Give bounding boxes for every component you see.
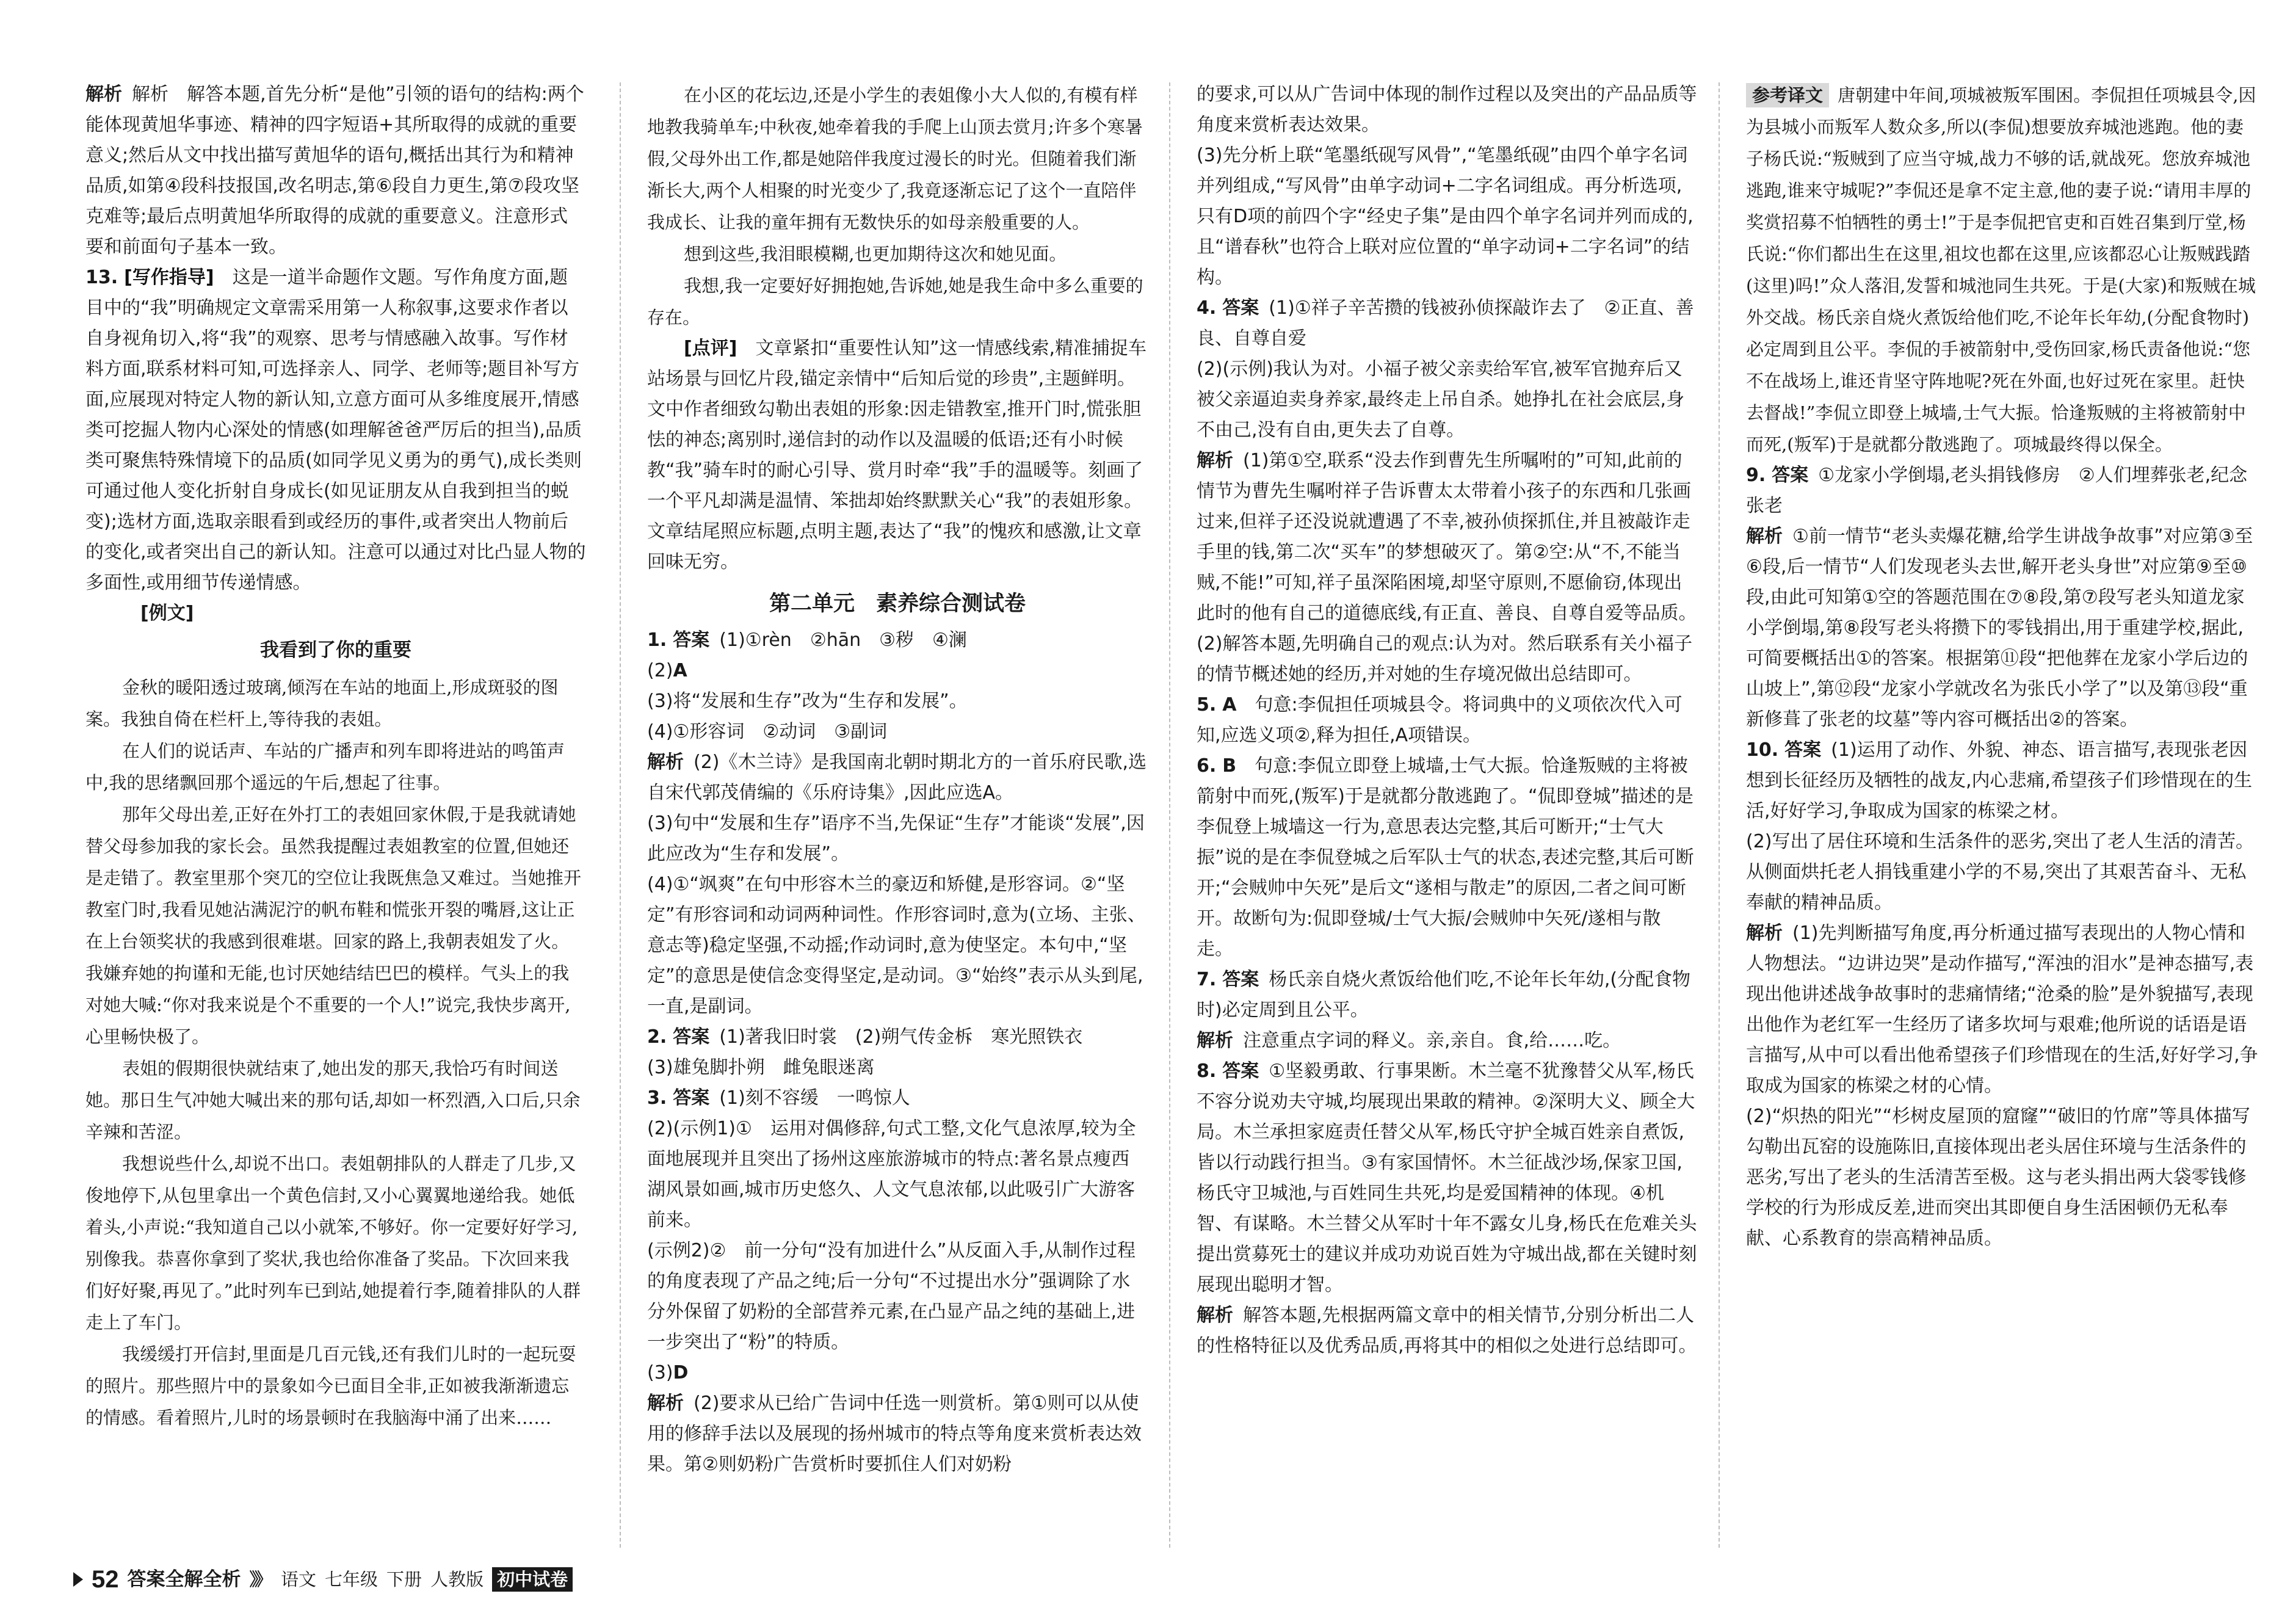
q6-answer: 6. B 句意:李侃立即登上城墙,士气大振。恰逢叛贼的主将被箭射中而死,(叛军)于是就都分散逃跑了。“侃即登城”描述的是李侃登上城墙这一行为,意思表达完整,其后可断开;“士气大振”说的是在李侃登城之后军队士气的状态,表述完整,其后可断开;“会贼帅中矢死”是后文“遂相与散走”的原因,二者之间可断开。故断句为:侃即登城/士气大振/会贼帅中矢死/遂相与散走。 [1197, 755, 1694, 960]
analysis-q12: 解析 解析 解答本题,首先分析“是他”引领的语句的结构:两个能体现黄旭华事迹、精神的四字短语+其所取得的成就的重要意义;然后从文中找出描写黄旭华的语句,概括出其行为和精神品质,如第④段科技报国,改名明志,第⑥段自力更生,第⑦段攻坚克难等;最后点明黄旭华所取得的成就的重要意义。注意形式要和前面句子基本一致。 [85, 84, 584, 258]
q1-answer-line: (4)①形容词 ②动词 ③副词 [647, 721, 888, 742]
q10-answer: 10. 答案 (1)运用了动作、外貌、神态、语言描写,表现张老因想到长征经历及牺牲的战友,内心悲痛,希望孩子们珍惜现在的生活,好好学习,争取成为国家的栋梁之材。 [1746, 739, 2253, 822]
q3-answer-line: (示例2)② 前一分句“没有加进什么”从反面入手,从制作过程的角度表现了产品之纯;后一分句“不过提出水分”强调除了水分外保留了奶粉的全部营养元素,在凸显产品之纯的基础上,进一步突出了“粉”的特质。 [647, 1240, 1136, 1353]
q10-answer-line: (2)写出了居住环境和生活条件的恶劣,突出了老人生活的清苦。从侧面烘托老人捐钱重建小学的不易,突出了其艰苦奋斗、无私奉献的精神品质。 [1746, 831, 2255, 913]
answer-tag: 答案 [1222, 969, 1259, 990]
essay-paragraph: 金秋的暖阳透过玻璃,倾泻在车站的地面上,形成斑驳的图案。我独自倚在栏杆上,等待我的表姐。 [85, 677, 559, 730]
answer-tag: 答案 [1222, 1060, 1259, 1082]
q2-answer: 2. 答案 (1)著我旧时裳 (2)朔气传金柝 寒光照铁衣 [647, 1026, 1083, 1048]
book-title: 答案全解全析 [127, 1568, 241, 1590]
q10-analysis-line: (2)“炽热的阳光”“杉树皮屋顶的窟窿”“破旧的竹席”等具体描写勾勒出瓦窑的设施陈旧,直接体现出老头居住环境与生活条件的恶劣,写出了老头的生活清苦至极。这与老头捐出两大袋零钱修学校的行为形成反差,进而突出其即便自身生活困顿仍无私奉献、心系教育的崇高精神品质。 [1746, 1106, 2250, 1249]
q4-answer-line: (2)(示例)我认为对。小福子被父亲卖给军官,被军官抛弃后又被父亲逼迫卖身养家,最终走上吊自杀。她挣扎在社会底层,身不由己,没有自由,更失去了自尊。 [1197, 358, 1685, 441]
analysis-tag: 解析 [1197, 450, 1233, 471]
essay-paragraph: 我缓缓打开信封,里面是几百元钱,还有我们儿时的一起玩耍的照片。那些照片中的景象如今已面目全非,正如被我渐渐遗忘的情感。看着照片,儿时的场景顿时在我脑海中涌了出来…… [85, 1344, 576, 1428]
q1-answer-line: (3)将“发展和生存”改为“生存和发展”。 [647, 691, 968, 712]
page-footer [73, 1563, 573, 1596]
unit-test-title: 第二单元 素养综合测试卷 [769, 592, 1026, 616]
essay-paragraph: 那年父母出差,正好在外打工的表姐回家休假,于是我就请她替父母参加我的家长会。虽然我提醒过表姐教室的位置,但她还是走错了。教室里那个突兀的空位让我既焦急又难过。当她推开教室门时,我看见她沾满泥泞的帆布鞋和慌张开裂的嘴唇,这让正在上台领奖状的我感到很难堪。回家的路上,我朝表姐发了火。我嫌弃她的拘谨和无能,也讨厌她结结巴巴的模样。气头上的我对她大喊:“你对我来说是个不重要的一个人!”说完,我快步离开,心里畅快极了。 [85, 804, 582, 1047]
column-2 [647, 79, 1148, 1539]
analysis-tag: 解析 [647, 752, 684, 773]
essay-paragraph: 想到这些,我泪眼模糊,也更加期待这次和她见面。 [684, 244, 1067, 264]
q4-analysis: 解析 (1)第①空,联系“没去作到曹先生所嘱咐的”可知,此前的情节为曹先生嘱咐祥子告诉曹太太带着小孩子的东西和几张画过来,但祥子还没说就遭遇了不幸,被孙侦探抓住,并且被敲诈走手里的钱,第二次“买车”的梦想破灭了。第②空:从“不,不能当贼,不能!”可知,祥子虽深陷困境,却坚守原则,不愿偷窃,体现出此时的他有自己的道德底线,有正直、善良、自尊自爱等品质。 [1197, 450, 1697, 624]
page-number: 52 [92, 1566, 119, 1593]
essay-title: 我看到了你的重要 [260, 639, 411, 661]
reference-translation: 参考译文 唐朝建中年间,项城被叛军围困。李侃担任项城县令,因为县城小而叛军人数众多,所以(李侃)想要放弃城池逃跑。他的妻子杨氏说:“叛贼到了应当守城,战力不够的话,就战死。您放弃城池逃跑,谁来守城呢?”李侃还是拿不定主意,他的妻子说:“请用丰厚的奖赏招募不怕牺牲的勇士!”于是李侃把官吏和百姓召集到厅堂,杨氏说:“你们都出生在这里,祖坟也都在这里,应该都忍心让叛贼践踏(这里)吗!”众人落泪,发誓和城池同生共死。于是(大家)和叛贼在城外交战。杨氏亲自烧火煮饭给他们吃,不论年长年幼,(分配食物时)必定周到且公平。李侃的手被箭射中,受伤回家,杨氏责备他说:“您不在战场上,谁还肯坚守阵地呢?死在外面,也好过死在家里。赶快去督战!”李侃立即登上城墙,士气大振。恰逢叛贼的主将被箭射中而死,(叛军)于是就都分散逃跑了。项城最终得以保全。 [1746, 79, 2259, 460]
q8-analysis: 解析 解答本题,先根据两篇文章中的相关情节,分别分析出二人的性格特征以及优秀品质,再将其中的相似之处进行总结即可。 [1197, 1305, 1697, 1357]
example-essay-tag: [例文] [140, 603, 194, 624]
page-marker-icon [73, 1572, 83, 1587]
reference-translation-tag: 参考译文 [1746, 83, 1829, 107]
q4-analysis-line: (2)解答本题,先明确自己的观点:认为对。然后联系有关小福子的情节概述她的经历,并对她的生存境况做出总结即可。 [1197, 633, 1693, 685]
edition: 人教版 [430, 1569, 484, 1590]
q9-answer: 9. 答案 ①龙家小学倒塌,老头捐钱修房 ②人们埋葬张老,纪念张老 [1746, 465, 2248, 517]
analysis-tag: 解析 [647, 1393, 684, 1414]
q1-answer: 1. 答案 (1)①rèn ②hān ③秽 ④澜 [647, 629, 967, 651]
q8-answer: 8. 答案 ①坚毅勇敢、行事果断。木兰毫不犹豫替父从军,杨氏不容分说劝夫守城,均展现出果敢的精神。②深明大义、顾全大局。木兰承担家庭责任替父从军,杨氏守护全城百姓亲自煮饭,皆以行动践行担当。③有家国情怀。木兰征战沙场,保家卫国,杨氏守卫城池,与百姓同生共死,均是爱国精神的体现。④机智、有谋略。木兰替父从军时十年不露女儿身,杨氏在危难关头提出赏募死士的建议并成功劝说百姓为守城出战,都在关键时刻展现出聪明才智。 [1197, 1060, 1697, 1296]
exam-badge: 初中试卷 [492, 1567, 573, 1592]
essay-paragraph: 表姐的假期很快就结束了,她出发的那天,我恰巧有时间送她。那日生气冲她大喊出来的那句话,却如一杯烈酒,入口后,只余辛辣和苦涩。 [85, 1058, 581, 1142]
question-number: 13. [85, 267, 118, 288]
q3-answer-line: (3)D [647, 1362, 689, 1383]
essay-paragraph: 我想说些什么,却说不出口。表姐朝排队的人群走了几步,又俊地停下,从包里拿出一个黄色信封,又小心翼翼地递给我。她低着头,小声说:“我知道自己以小就笨,不够好。你一定要好好学习,别像我。恭喜你拿到了奖状,我也给你准备了奖品。下次回来我们好好聚,再见了。”此时列车已到站,她提着行李,随着排队的人群走上了车门。 [85, 1153, 581, 1333]
q4-answer: 4. 答案 (1)①祥子辛苦攒的钱被孙侦探敲诈去了 ②正直、善良、自尊自爱 [1197, 297, 1694, 349]
question-13: 13. [写作指导] 这是一道半命题作文题。写作角度方面,题目中的“我”明确规定文章需采用第一人称叙事,这要求作者以自身视角切入,将“我”的观察、思考与情感融入故事。写作材料方面,联系材料可知,可选择亲人、同学、老师等;题目补写方面,应展现对特定人物的新认知,立意方面可从多维度展开,情感类可挖掘人物内心深处的情感(如理解爸爸严厉后的担当),品质类可聚焦特殊情境下的品质(如同学见义勇为的勇气),成长类则可通过他人变化折射自身成长(如见证朋友从自我到担当的蜕变);选材方面,选取亲眼看到或经历的事件,或者突出人物前后的变化,或者突出自己的新认知。注意可以通过对比凸显人物的多面性,或用细节传递情感。 [85, 267, 586, 593]
volume: 下册 [386, 1569, 422, 1590]
q9-analysis: 解析 ①前一情节“老头卖爆花糖,给学生讲战争故事”对应第③至⑥段,后一情节“人们发现老头去世,解开老头身世”对应第⑨至⑩段,由此可知第①空的答题范围在⑦⑧段,第⑦段写老头知道龙家小学倒塌,第⑧段写老头将攒下的零钱捐出,用于重建学校,据此,可简要概括出①的答案。根据第⑪段“把他葬在龙家小学后边的山坡上”,第⑫段“龙家小学就改名为张氏小学了”以及第⑬段“重新修葺了张老的坟墓”等内容可概括出②的答案。 [1746, 526, 2253, 730]
answer-tag: 答案 [1222, 297, 1259, 319]
q7-answer: 7. 答案 杨氏亲自烧火煮饭给他们吃,不论年长年幼,(分配食物时)必定周到且公平。 [1197, 969, 1691, 1021]
q1-analysis: 解析 (2)《木兰诗》是我国南北朝时期北方的一首乐府民歌,选自宋代郭茂倩编的《乐府诗集》,因此应选A。 [647, 752, 1147, 803]
double-arrow-icon: 》》 [249, 1569, 269, 1590]
q2-answer-line: (3)雄兔脚扑朔 雌兔眼迷离 [647, 1057, 875, 1078]
column-3 [1197, 79, 1697, 1539]
q10-analysis: 解析 (1)先判断描写角度,再分析通过描写表现出的人物心情和人物想法。“边讲边哭”是动作描写,“浑浊的泪水”是神态描写,表现出他讲述战争故事时的悲痛情绪;“沧桑的脸”是外貌描写,表现出他作为老红军一生经历了诸多坎坷与艰难;他所说的话语是语言描写,从中可以看出他希望孩子们珍惜现在的生活,好好学习,争取成为国家的栋梁之材的心情。 [1746, 923, 2258, 1097]
answer-tag: 答案 [673, 1087, 710, 1109]
essay-paragraph: 在小区的花坛边,还是小学生的表姐像小大人似的,有模有样地教我骑单车;中秋夜,她牵着我的手爬上山顶去赏月;许多个寒暑假,父母外出工作,都是她陪伴我度过漫长的时光。但随着我们渐渐长大,两个人相聚的时光变少了,我竟逐渐忘记了这个一直陪伴我成长、让我的童年拥有无数快乐的如母亲般重要的人。 [647, 85, 1143, 233]
column-4 [1746, 79, 2259, 1539]
column-divider [1719, 82, 1720, 1548]
analysis-tag: 解析 [1746, 526, 1783, 547]
q3-analysis-cont: 的要求,可以从广告词中体现的制作过程以及突出的产品品质等角度来赏析表达效果。 [1197, 84, 1697, 136]
essay-comment: [点评] 文章紧扣“重要性认知”这一情感线索,精准捕捉车站场景与回忆片段,锚定亲情中“后知后觉的珍贵”,主题鲜明。文中作者细致勾勒出表姐的形象:因走错教室,推开门时,慌张胆怯的神态;离别时,递信封的动作以及温暖的低语;还有小时候教“我”骑车时的耐心引导、赏月时牵“我”手的温暖等。刻画了一个平凡却满是温情、笨拙却始终默默关心“我”的表姐形象。文章结尾照应标题,点明主题,表达了“我”的愧疚和感激,让文章回味无穷。 [647, 338, 1147, 573]
grade: 七年级 [325, 1569, 379, 1590]
answer-tag: 答案 [673, 1026, 710, 1048]
q5-answer: 5. A 句意:李侃担任项城县令。将词典中的义项依次代入可知,应选义项②,释为担任,A项错误。 [1197, 694, 1683, 746]
answer-tag: 答案 [1772, 465, 1809, 486]
answer-tag: 答案 [673, 629, 710, 651]
analysis-tag: 解析 [85, 84, 122, 105]
q1-answer-line: (2)A [647, 660, 687, 681]
q7-analysis: 解析 注意重点字词的释义。亲,亲自。食,给……吃。 [1197, 1030, 1621, 1051]
q3-analysis: 解析 (2)要求从已给广告词中任选一则赏析。第①则可以从使用的修辞手法以及展现的扬州城市的特点等角度来赏析表达效果。第②则奶粉广告赏析时要抓住人们对奶粉 [647, 1393, 1142, 1475]
analysis-tag: 解析 [1746, 923, 1783, 944]
subject: 语文 [281, 1569, 317, 1590]
column-divider [620, 82, 621, 1548]
essay-paragraph: 在人们的说话声、车站的广播声和列车即将进站的鸣笛声中,我的思绪飘回那个遥远的午后,想起了往事。 [85, 741, 565, 793]
q1-analysis-line: (4)①“飒爽”在句中形容木兰的豪迈和矫健,是形容词。②“坚定”有形容词和动词两种词性。作形容词时,意为(立场、主张、意志等)稳定坚强,不动摇;作动词时,意为使坚定。本句中,“坚定”的意思是使信念变得坚定,是动词。③“始终”表示从头到尾,一直,是副词。 [647, 874, 1146, 1017]
q1-analysis-line: (3)句中“发展和生存”语序不当,先保证“生存”才能谈“发展”,因此应改为“生存和发展”。 [647, 813, 1145, 865]
answer-tag: 答案 [1784, 739, 1822, 761]
writing-guide-tag: [写作指导] [124, 267, 214, 288]
column-1 [85, 79, 586, 1539]
q3-analysis-cont: (3)先分析上联“笔墨纸砚写风骨”,“笔墨纸砚”由四个单字名词并列组成,“写风骨”由单字动词+二字名词组成。再分析选项,只有D项的前四个字“经史子集”是由四个单字名词并列而成的,且“谱春秋”也符合上联对应位置的“单字动词+二字名词”的结构。 [1197, 145, 1693, 288]
q3-answer: 3. 答案 (1)刻不容缓 一鸣惊人 [647, 1087, 910, 1109]
comment-tag: [点评] [684, 338, 737, 359]
analysis-tag: 解析 [1197, 1305, 1233, 1326]
essay-paragraph: 我想,我一定要好好拥抱她,告诉她,她是我生命中多么重要的存在。 [647, 275, 1143, 328]
q3-answer-line: (2)(示例1)① 运用对偶修辞,句式工整,文化气息浓厚,较为全面地展现并且突出了扬州这座旅游城市的特点:著名景点瘦西湖风景如画,城市历史悠久、人文气息浓郁,以此吸引广大游客前来。 [647, 1118, 1136, 1231]
analysis-tag: 解析 [1197, 1030, 1233, 1051]
column-divider [1169, 82, 1170, 1548]
